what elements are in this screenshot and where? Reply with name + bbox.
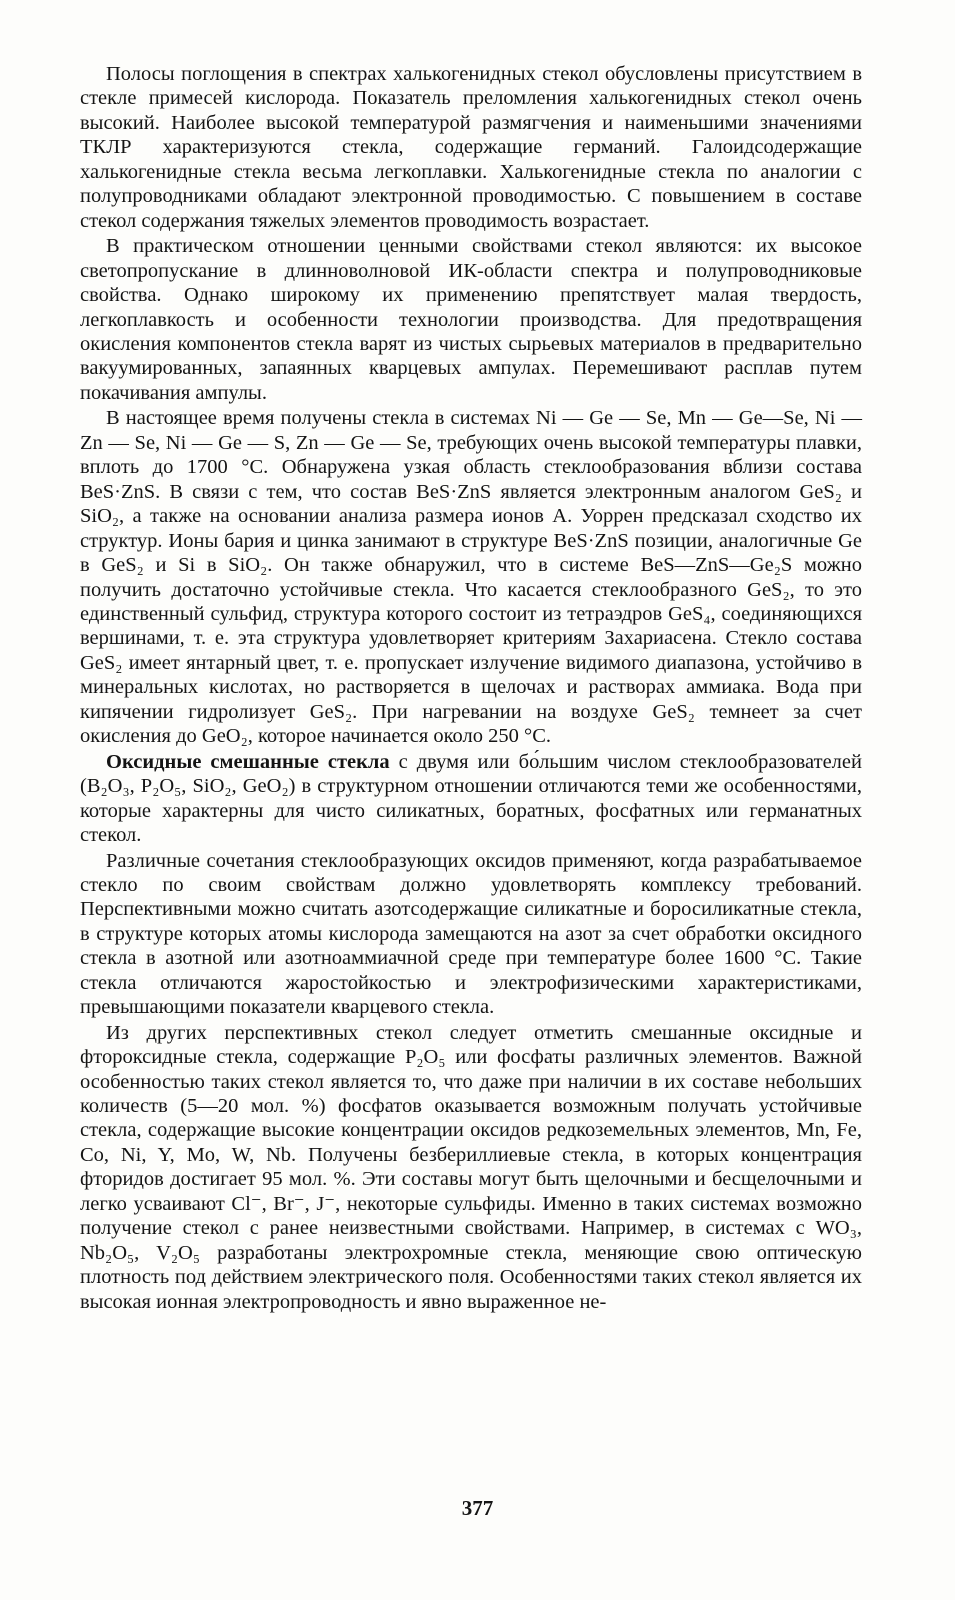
paragraph-4-text: с двумя или бо́льшим числом стеклообразователей (B₂O₃, P₂O₅, SiO₂, GeO₂) в структурном отношении отличаются теми же особенностями, которые характерны для чисто силикатных, боратных, фосфатных или германатных стекол. bbox=[80, 750, 862, 847]
paragraph-1 bbox=[80, 62, 862, 233]
paragraph-4 bbox=[80, 750, 862, 848]
paragraph-2-text: В практическом отношении ценными свойствами стекол являются: их высокое светопропускание в длинноволновой ИК-области спектра и полупроводниковые свойства. Однако широкому их применению препятствует малая твердость, легкоплавкость и особенности технологии производства. Для предотвращения окисления компонентов стекла варят из чистых сырьевых материалов в предварительно вакуумированных, запаянных кварцевых ампулах. Перемешивают расплав путем покачивания ампулы. bbox=[80, 235, 862, 404]
paragraph-3 bbox=[80, 406, 862, 748]
paragraph-1-text: Полосы поглощения в спектрах халькогенидных стекол обусловлены присутствием в стекле примесей кислорода. Показатель преломления халькогенидных стекол очень высокий. Наиболее высокой температурой размягчения и наименьшими значениями ТКЛР характеризуются стекла, содержащие германий. Галоидсодержащие халькогенидные стекла весьма легкоплавки. Халькогенидные стекла по аналогии с полупроводниками обладают электронной проводимостью. С повышением в составе стекол содержания тяжелых элементов проводимость возрастает. bbox=[80, 63, 862, 232]
body-text bbox=[80, 62, 862, 1315]
paragraph-6-text: Из других перспективных стекол следует отметить смешанные оксидные и фтороксидные стекла, содержащие P₂O₅ или фосфаты различных элементов. Важной особенностью таких стекол является то, что даже при наличии в их составе небольших количеств (5—20 мол. %) фосфатов оказывается возможным получать устойчивые стекла, содержащие высокие концентрации оксидов редкоземельных элементов, Mn, Fe, Co, Ni, Y, Mo, W, Nb. Получены безбериллиевые стекла, в которых концентрация фторидов достигает 95 мол. %. Эти составы могут быть щелочными и бесщелочными и легко усваивают Cl⁻, Br⁻, J⁻, некоторые сульфиды. Именно в таких системах возможно получение стекол с ранее неизвестными свойствами. Например, в системах с WO₃, Nb₂O₅, V₂O₅ разработаны электрохромные стекла, меняющие свою оптическую плотность под действием электрического поля. Особенностями таких стекол является их высокая ионная электропроводность и явно выраженное не- bbox=[80, 1021, 862, 1313]
paragraph-6 bbox=[80, 1021, 862, 1314]
paragraph-4-lead: Оксидные смешанные стекла bbox=[106, 750, 390, 773]
page-number: 377 bbox=[461, 1496, 494, 1520]
paragraph-5 bbox=[80, 849, 862, 1020]
paragraph-2 bbox=[80, 234, 862, 405]
paragraph-5-text: Различные сочетания стеклообразующих оксидов применяют, когда разрабатываемое стекло по своим свойствам должно удовлетворять комплексу требований. Перспективными можно считать азотсодержащие силикатные и боросиликатные стекла, в структуре которых атомы кислорода замещаются на азот за счет обработки оксидного стекла в азотной или азотноаммиачной среде при температуре более 1600 °С. Такие стекла отличаются жаростойкостью и электрофизическими характеристиками, превышающими показатели кварцевого стекла. bbox=[80, 849, 862, 1019]
paragraph-3-text: В настоящее время получены стекла в системах Ni — Ge — Se, Mn — Ge—Se, Ni — Zn — Se, Ni — Ge — S, Zn — Ge — Se, требующих очень высокой температуры плавки, вплоть до 1700 °С. Обнаружена узкая область стеклообразования вблизи состава BeS·ZnS. В связи с тем, что состав BeS·ZnS является электронным аналогом GeS₂ и SiO₂, а также на основании анализа размера ионов А. Уоррен предсказал сходство их структур. Ионы бария и цинка занимают в структуре BeS·ZnS позиции, аналогичные Ge в GeS₂ и Si в SiO₂. Он также обнаружил, что в системе BeS—ZnS—Ge₂S можно получить достаточно устойчивые стекла. Что касается стеклообразного GeS₂, то это единственный сульфид, структура которого состоит из тетраэдров GeS₄, соединяющихся вершинами, т. е. эта структура удовлетворяет критериям Захариасена. Стекло состава GeS₂ имеет янтарный цвет, т. е. пропускает излучение видимого диапазона, устойчиво в минеральных кислотах, но растворяется в щелочах и растворах аммиака. Вода при кипячении гидролизует GeS₂. При нагревании на воздухе GeS₂ темнеет за счет окисления до GeO₂, которое начинается около 250 °С. bbox=[80, 407, 862, 748]
